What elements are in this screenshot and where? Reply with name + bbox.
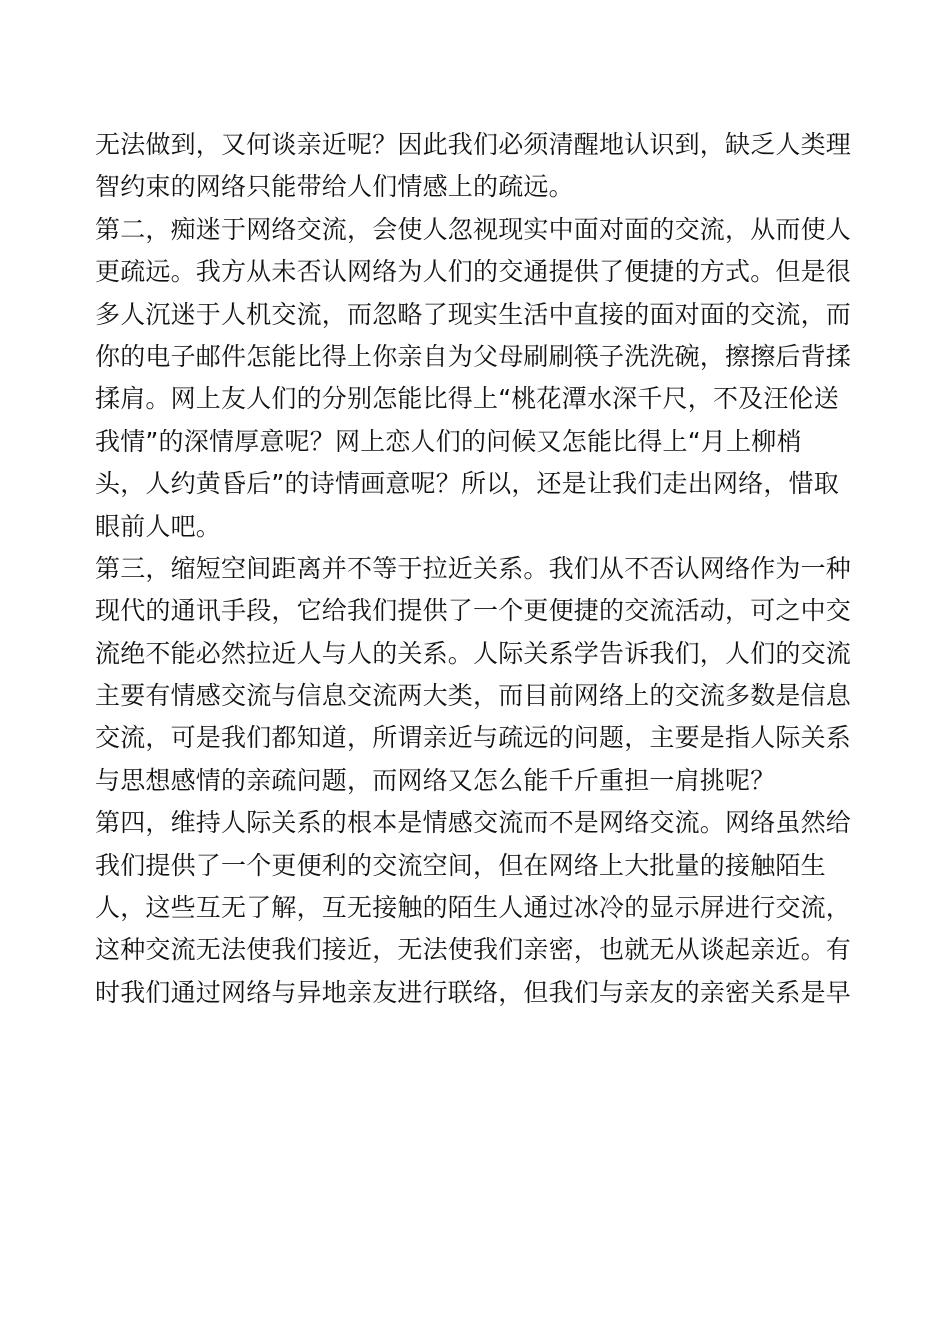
text-line: 我们提供了一个更便利的交流空间，但在网络上大批量的接触陌生: [95, 850, 826, 880]
text-line: 你的电子邮件怎能比得上你亲自为父母刷刷筷子洗洗碗，擦擦后背揉: [95, 341, 852, 371]
text-line: 头，人约黄昏后”的诗情画意呢？所以，还是让我们走出网络，惜取: [95, 469, 839, 499]
text-line: 主要有情感交流与信息交流两大类，而目前网络上的交流多数是信息: [95, 681, 852, 711]
text-line: 第二，痴迷于网络交流，会使人忽视现实中面对面的交流，从而使人: [95, 214, 852, 244]
text-line: 无法做到，又何谈亲近呢？因此我们必须清醒地认识到，缺乏人类理: [95, 130, 852, 159]
text-line: 眼前人吧。: [95, 511, 222, 541]
text-line: 第三，缩短空间距离并不等于拉近关系。我们从不否认网络作为一种: [95, 553, 852, 583]
text-line: 这种交流无法使我们接近，无法使我们亲密，也就无从谈起亲近。有: [95, 935, 852, 965]
text-line: 揉肩。网上友人们的分别怎能比得上“桃花潭水深千尺，不及汪伦送: [95, 384, 839, 414]
body-text: [95, 124, 865, 1014]
text-line: 更疏远。我方从未否认网络为人们的交通提供了便捷的方式。但是很: [95, 257, 852, 287]
text-line: 流绝不能必然拉近人与人的关系。人际关系学告诉我们，人们的交流: [95, 638, 852, 668]
text-line: 我情”的深情厚意呢？网上恋人们的问候又怎能比得上“月上柳梢: [95, 426, 802, 456]
text-line: 智约束的网络只能带给人们情感上的疏远。: [95, 172, 574, 202]
text-line: 第四，维持人际关系的根本是情感交流而不是网络交流。网络虽然给: [95, 808, 852, 838]
text-line: 人，这些互无了解，互无接触的陌生人通过冰冷的显示屏进行交流，: [95, 893, 852, 923]
text-line: 多人沉迷于人机交流，而忽略了现实生活中直接的面对面的交流，而: [95, 299, 852, 329]
text-line: 时我们通过网络与异地亲友进行联络，但我们与亲友的亲密关系是早: [95, 977, 852, 1007]
text-line: 现代的通讯手段，它给我们提供了一个更便捷的交流活动，可之中交: [95, 596, 852, 626]
text-line: 与思想感情的亲疏问题，而网络又怎么能千斤重担一肩挑呢？: [95, 765, 776, 795]
text-line: 交流，可是我们都知道，所谓亲近与疏远的问题，主要是指人际关系: [95, 723, 852, 753]
